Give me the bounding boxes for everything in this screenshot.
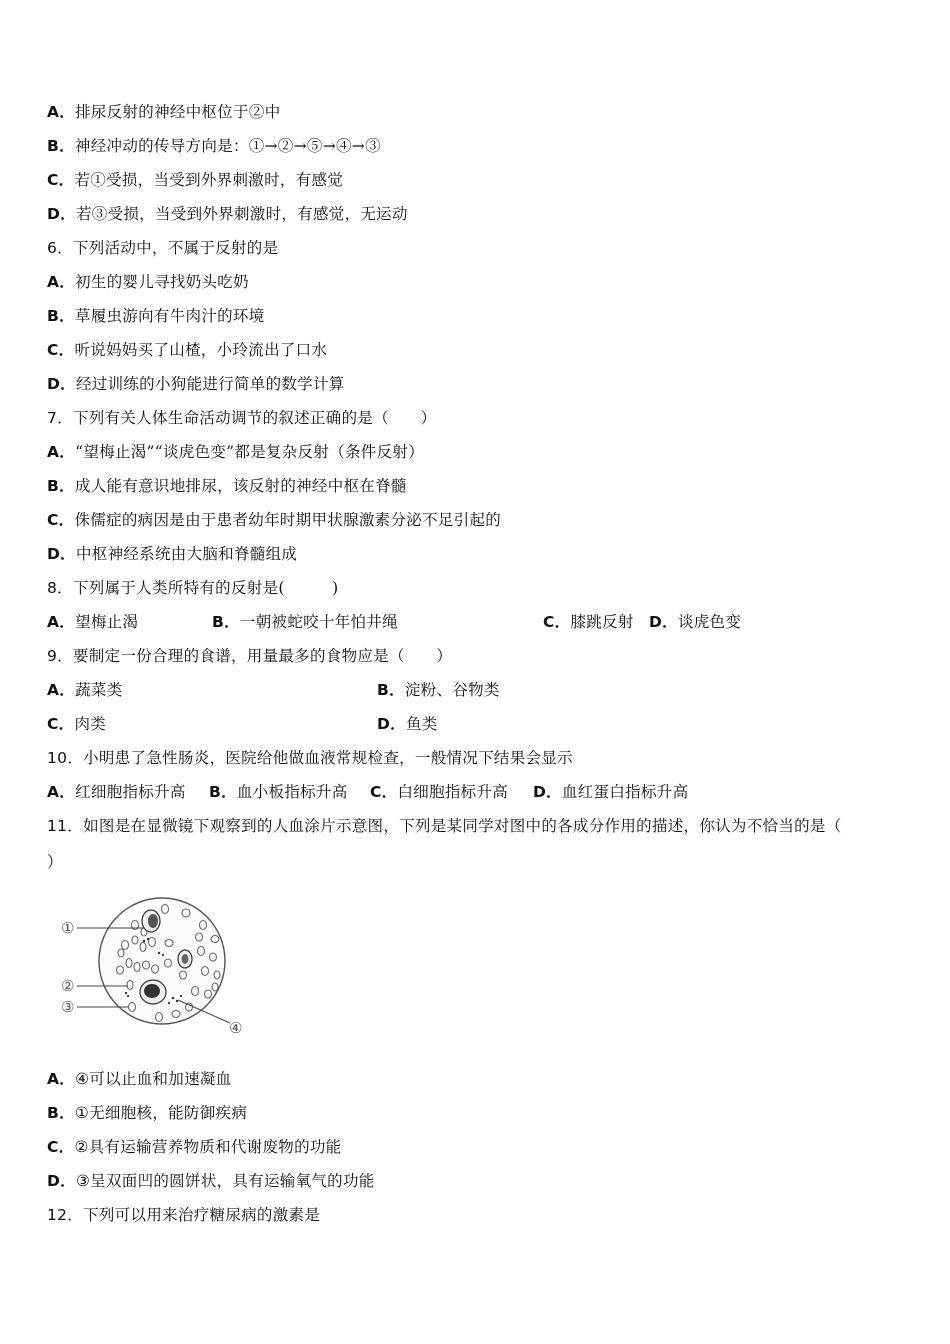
q10-option-d (533, 782, 688, 802)
figure-label-3: ③ (61, 998, 75, 1016)
option-text: 听说妈妈买了山楂，小玲流出了口水 (74, 341, 328, 359)
q6-option-c (47, 340, 327, 360)
option-letter: B． (47, 137, 75, 155)
q11-stem-continued (47, 852, 63, 872)
option-text: ③呈双面凹的圆饼状，具有运输氧气的功能 (75, 1172, 375, 1190)
question-text: 下列有关人体生命活动调节的叙述正确的是（ ） (72, 409, 437, 427)
q6-option-a (47, 272, 249, 292)
question-number: 7． (47, 409, 73, 427)
q7-option-a (47, 442, 424, 462)
option-letter: A． (47, 613, 76, 631)
blood-smear-figure (55, 895, 255, 1045)
option-letter: A． (47, 681, 76, 699)
option-text: 经过训练的小狗能进行简单的数学计算 (75, 375, 345, 393)
q5-option-c (47, 170, 343, 190)
q10-option-c (370, 782, 508, 802)
q8-stem (47, 578, 338, 598)
q5-option-d (47, 204, 408, 224)
option-letter: C． (47, 511, 75, 529)
option-text: ④可以止血和加速凝血 (75, 1070, 232, 1088)
option-text: 侏儒症的病因是由于患者幼年时期甲状腺激素分泌不足引起的 (74, 511, 502, 529)
q9-option-c (47, 714, 106, 734)
option-text: ①无细胞核，能防御疾病 (74, 1104, 248, 1122)
option-letter: B． (212, 613, 240, 631)
q8-option-c (543, 612, 634, 632)
microscope-field (99, 898, 225, 1024)
option-text: 望梅止渴 (75, 613, 139, 631)
q8-option-a (47, 612, 138, 632)
option-letter: C． (47, 341, 75, 359)
option-text: 若①受损，当受到外界刺激时，有感觉 (74, 171, 344, 189)
q10-stem (47, 748, 573, 768)
option-letter: D． (649, 613, 678, 631)
option-text: 神经冲动的传导方向是：①→②→⑤→④→③ (74, 137, 381, 155)
option-letter: D． (533, 783, 562, 801)
q7-option-b (47, 476, 407, 496)
question-text-continued: ） (47, 853, 63, 871)
option-text: 红细胞指标升高 (75, 783, 186, 801)
option-letter: D． (47, 375, 76, 393)
option-text: 中枢神经系统由大脑和脊髓组成 (75, 545, 298, 563)
question-number: 11． (47, 817, 84, 835)
option-letter: B． (47, 307, 75, 325)
option-text: 一朝被蛇咬十年怕井绳 (239, 613, 398, 631)
option-letter: D． (47, 545, 76, 563)
option-letter: C． (370, 783, 398, 801)
option-letter: A． (47, 103, 76, 121)
question-text: 小明患了急性肠炎，医院给他做血液常规检查，一般情况下结果会显示 (83, 749, 573, 767)
q11-option-b (47, 1103, 247, 1123)
q9-options-row-2 (47, 714, 907, 734)
option-text: 膝跳反射 (570, 613, 634, 631)
question-number: 10． (47, 749, 84, 767)
question-number: 9． (47, 647, 73, 665)
option-text: 淀粉、谷物类 (404, 681, 500, 699)
q9-options-row-1 (47, 680, 907, 700)
option-text: 肉类 (74, 715, 107, 733)
option-text: 血红蛋白指标升高 (561, 783, 689, 801)
option-letter: C． (47, 715, 75, 733)
q9-stem (47, 646, 452, 666)
q8-option-d (649, 612, 741, 632)
option-letter: A． (47, 783, 76, 801)
q10-option-a (47, 782, 186, 802)
option-letter: A． (47, 1070, 76, 1088)
q11-option-d (47, 1171, 375, 1191)
option-text: 鱼类 (405, 715, 438, 733)
option-letter: D． (377, 715, 406, 733)
option-letter: D． (47, 1172, 76, 1190)
question-text: 要制定一份合理的食谱，用量最多的食物应是（ ） (72, 647, 453, 665)
option-text: ②具有运输营养物质和代谢废物的功能 (74, 1138, 342, 1156)
option-text: 草履虫游向有牛肉汁的环境 (74, 307, 265, 325)
option-text: 成人能有意识地排尿，该反射的神经中枢在脊髓 (74, 477, 407, 495)
q6-option-d (47, 374, 345, 394)
option-letter: C． (47, 1138, 75, 1156)
q9-option-a (47, 680, 123, 700)
option-text: 白细胞指标升高 (397, 783, 509, 801)
option-letter: A． (47, 273, 76, 291)
q7-option-c (47, 510, 501, 530)
q11-stem (47, 816, 842, 836)
question-text: 下列可以用来治疗糖尿病的激素是 (83, 1206, 321, 1224)
blood-smear-diagram (55, 895, 255, 1045)
option-text: 初生的婴儿寻找奶头吃奶 (75, 273, 249, 291)
q11-option-a (47, 1069, 232, 1089)
q8-options-row (47, 612, 907, 632)
q8-option-b (212, 612, 398, 632)
option-text: 血小板指标升高 (236, 783, 348, 801)
option-text: “望梅止渴”“谈虎色变”都是复杂反射（条件反射） (75, 443, 425, 461)
option-text: 蔬菜类 (75, 681, 123, 699)
option-letter: C． (47, 171, 75, 189)
option-letter: B． (377, 681, 405, 699)
question-number: 6． (47, 239, 73, 257)
q11-option-c (47, 1137, 341, 1157)
option-letter: B． (209, 783, 237, 801)
q12-stem (47, 1205, 320, 1225)
option-letter: C． (543, 613, 571, 631)
question-text: 如图是在显微镜下观察到的人血涂片示意图，下列是某同学对图中的各成分作用的描述，你认为不恰当的是（ (83, 817, 842, 835)
option-text: 谈虎色变 (677, 613, 742, 631)
figure-label-2: ② (61, 977, 75, 995)
figure-label-4: ④ (229, 1019, 243, 1037)
q5-option-b (47, 136, 381, 156)
option-letter: A． (47, 443, 76, 461)
q6-stem (47, 238, 278, 258)
option-letter: B． (47, 477, 75, 495)
q9-option-d (377, 714, 438, 734)
question-number: 12． (47, 1206, 84, 1224)
question-number: 8． (47, 579, 73, 597)
question-text: 下列活动中，不属于反射的是 (72, 239, 279, 257)
q7-option-d (47, 544, 297, 564)
q10-options-row (47, 782, 907, 802)
q7-stem (47, 408, 436, 428)
q9-option-b (377, 680, 500, 700)
option-text: 排尿反射的神经中枢位于②中 (75, 103, 281, 121)
figure-label-1: ① (61, 919, 75, 937)
q10-option-b (209, 782, 348, 802)
question-text: 下列属于人类所特有的反射是( ) (72, 579, 339, 597)
q5-option-a (47, 102, 281, 122)
option-text: 若③受损，当受到外界刺激时，有感觉，无运动 (75, 205, 408, 223)
q6-option-b (47, 306, 265, 326)
option-letter: B． (47, 1104, 75, 1122)
option-letter: D． (47, 205, 76, 223)
